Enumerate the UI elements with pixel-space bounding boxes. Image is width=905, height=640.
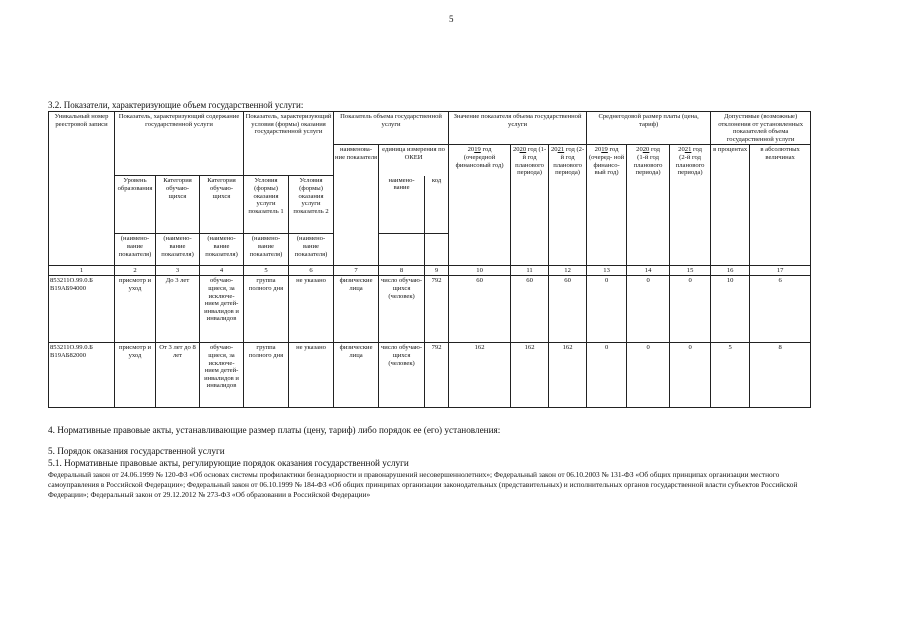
col-number: 5 <box>244 266 289 276</box>
row-code: 853211О.99.0.Б В19АБ82000 <box>49 343 115 408</box>
row-cell: 0 <box>587 276 627 343</box>
procedure-heading: 5. Порядок оказания государственной услуги <box>48 446 225 456</box>
col-number: 15 <box>670 266 711 276</box>
col-number: 9 <box>425 266 449 276</box>
header-name-ind-5: (наимено- вание показателя) <box>244 234 289 266</box>
section-title: 3.2. Показатели, характеризующие объем государственной услуги: <box>48 100 304 110</box>
header-cond1: Условия (формы) оказания услуги показатель 1 <box>244 176 289 234</box>
header-volume-value: Значение показателя объема государственной услуги <box>449 112 587 145</box>
col-number: 2 <box>115 266 156 276</box>
col-number: 12 <box>549 266 587 276</box>
row-cell: 5 <box>711 343 750 408</box>
row-cell: 0 <box>670 276 711 343</box>
col-number: 16 <box>711 266 750 276</box>
header-unit-code: код <box>425 176 449 234</box>
header-deviation: Допустимые (возможные) отклонения от установленных показателей объема государственной услуги <box>711 112 811 145</box>
row-cell: 60 <box>549 276 587 343</box>
header-fee-year3: 2021 год (2-й год планового периода) <box>670 145 711 266</box>
procedure-acts-heading: 5.1. Нормативные правовые акты, регулирующие порядок оказания государственной услуги <box>48 458 409 468</box>
row-cell: число обучаю- щихся (человек) <box>379 343 425 408</box>
row-cell: 6 <box>750 276 811 343</box>
header-blank <box>49 234 115 266</box>
header-conditions: Показатель, характеризующий условия (формы) оказания государственной услуги <box>244 112 334 176</box>
col-number: 4 <box>200 266 244 276</box>
row-cell: До 3 лет <box>156 276 200 343</box>
row-cell: 8 <box>750 343 811 408</box>
header-volume-name: наименова- ние показателя <box>334 145 379 234</box>
table-row <box>49 276 811 343</box>
col-number: 3 <box>156 266 200 276</box>
col-number: 8 <box>379 266 425 276</box>
row-cell: 0 <box>587 343 627 408</box>
header-name-ind-3: (наимено- вание показателя) <box>156 234 200 266</box>
header-blank-9 <box>425 234 449 266</box>
row-cell: 0 <box>627 276 670 343</box>
header-volume: Показатель объема государственной услуги <box>334 112 449 145</box>
col-number: 6 <box>289 266 334 276</box>
row-cell: физические лица <box>334 343 379 408</box>
row-cell: физические лица <box>334 276 379 343</box>
row-code: 853211О.99.0.Б В19АБ94000 <box>49 276 115 343</box>
row-cell: 60 <box>449 276 511 343</box>
col-number: 17 <box>750 266 811 276</box>
header-avg-fee: Среднегодовой размер платы (цена, тариф) <box>587 112 711 145</box>
row-cell: 162 <box>511 343 549 408</box>
header-content: Показатель, характеризующий содержание государственной услуги <box>115 112 244 176</box>
volume-indicators-table <box>48 111 811 408</box>
row-cell: 792 <box>425 276 449 343</box>
row-cell: число обучаю- щихся (человек) <box>379 276 425 343</box>
header-blank-7 <box>334 234 379 266</box>
header-category2: Категория обучаю- щихся <box>200 176 244 234</box>
col-number: 1 <box>49 266 115 276</box>
header-year3: 2021 год (2-й год планового периода) <box>549 145 587 266</box>
header-blank-8 <box>379 234 425 266</box>
law-list: Федеральный закон от 24.06.1999 № 120-ФЗ «Об основах системы профилактики безнадзорности и правонарушений несовершеннолетних»; Федеральный закон от 06.10.2003 № 131-ФЗ «Об общих принципах организации местного самоуправления в Российской Федерации»; Федеральный закон от 06.10.1999 № 184-ФЗ «Об общих принципах организации законодательных (представительных) и исполнительных органов государственной власти субъектов Российской Федерации»; Федеральный закон от 29.12.2012 № 273-ФЗ «Об образовании в Российской Федерации» <box>48 470 798 500</box>
row-cell: обучаю- щиеся, за исключе- нием детей- инвалидов и инвалидов <box>200 276 244 343</box>
header-level-edu: Уровень образования <box>115 176 156 234</box>
row-cell: не указано <box>289 343 334 408</box>
header-name-ind-4: (наимено- вание показателя) <box>200 234 244 266</box>
header-absolute: в абсолютных величинах <box>750 145 811 266</box>
header-category1: Категория обучаю- щихся <box>156 176 200 234</box>
header-unit: единица измерения по ОКЕИ <box>379 145 449 176</box>
col-number: 11 <box>511 266 549 276</box>
row-cell: группа полного дня <box>244 343 289 408</box>
row-cell: 60 <box>511 276 549 343</box>
header-year1: 2019 год (очередной финансовый год) <box>449 145 511 266</box>
header-name-ind-6: (наимено- вание показателя) <box>289 234 334 266</box>
col-number: 7 <box>334 266 379 276</box>
row-cell: не указано <box>289 276 334 343</box>
header-percent: в процентах <box>711 145 750 266</box>
col-number: 14 <box>627 266 670 276</box>
header-unit-name: наимено- вание <box>379 176 425 234</box>
row-cell: присмотр и уход <box>115 276 156 343</box>
row-cell: 792 <box>425 343 449 408</box>
row-cell: группа полного дня <box>244 276 289 343</box>
header-cond2: Условия (формы) оказания услуги показатель 2 <box>289 176 334 234</box>
header-unique-number: Уникальный номер реестровой записи <box>49 112 115 234</box>
col-number: 13 <box>587 266 627 276</box>
row-cell: 0 <box>670 343 711 408</box>
row-cell: обучаю- щиеся, за исключе- нием детей- инвалидов и инвалидов <box>200 343 244 408</box>
row-cell: 162 <box>549 343 587 408</box>
fee-acts-heading: 4. Нормативные правовые акты, устанавливающие размер платы (цену, тариф) либо порядок ее (его) установления: <box>48 425 501 435</box>
header-name-ind-2: (наимено- вание показателя) <box>115 234 156 266</box>
row-cell: присмотр и уход <box>115 343 156 408</box>
row-cell: От 3 лет до 8 лет <box>156 343 200 408</box>
row-cell: 0 <box>627 343 670 408</box>
header-year2: 2020 год (1-й год планового периода) <box>511 145 549 266</box>
table-row <box>49 343 811 408</box>
page-number: 5 <box>449 14 454 24</box>
col-number: 10 <box>449 266 511 276</box>
row-cell: 10 <box>711 276 750 343</box>
header-fee-year1: 2019 год (очеред- ной финансо- вый год) <box>587 145 627 266</box>
row-cell: 162 <box>449 343 511 408</box>
header-fee-year2: 2020 год (1-й год планового периода) <box>627 145 670 266</box>
